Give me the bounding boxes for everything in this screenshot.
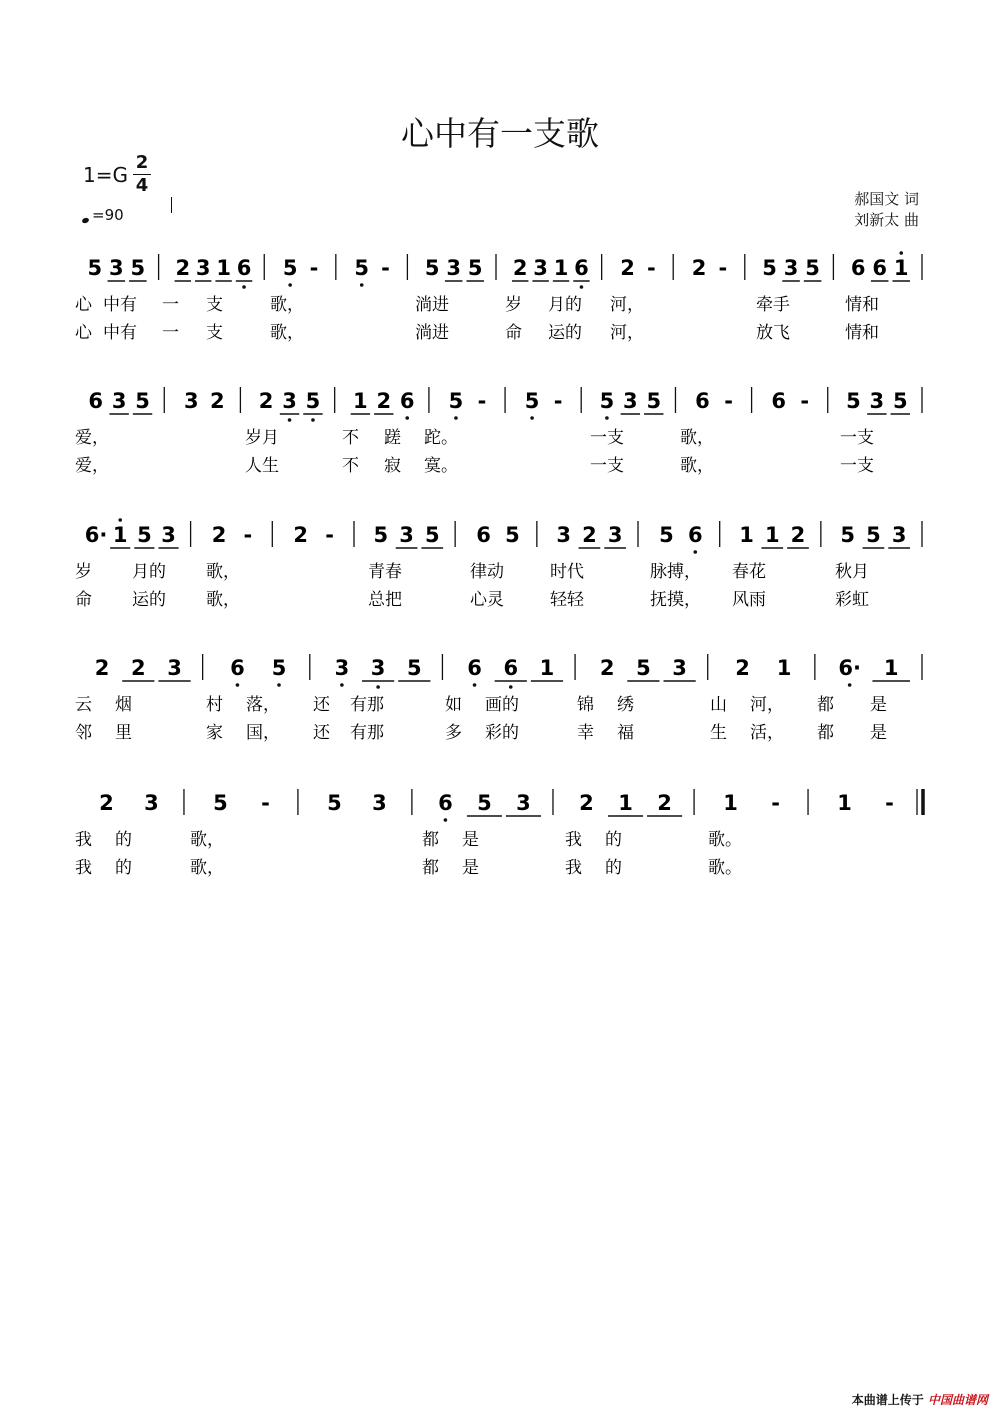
lyric-word: 国， — [246, 723, 280, 743]
time-numerator: 2 — [135, 152, 149, 173]
lyric-word: 河， — [610, 295, 644, 315]
note: 1 — [893, 256, 909, 280]
note: 5 — [846, 389, 861, 413]
note: 3 — [372, 791, 387, 815]
low-octave-dot — [277, 683, 281, 687]
note: 2 — [579, 791, 594, 815]
lyric-word: 云 — [75, 695, 92, 715]
note: 3 — [282, 389, 297, 413]
lyric-word: 还 — [313, 695, 330, 715]
note: 2 — [131, 656, 146, 680]
lyric-word: 一支 — [590, 456, 624, 476]
note: 6 — [399, 389, 415, 413]
lyric-word: 淌进 — [415, 295, 449, 315]
note: 3 — [672, 656, 687, 680]
note: 3 — [533, 256, 548, 280]
lyric-word: 村 — [206, 695, 223, 715]
note: 3 — [334, 656, 350, 680]
lyric-word: 一支 — [590, 428, 624, 448]
note: 3 — [108, 256, 124, 280]
lyric-word: 一支 — [840, 456, 874, 476]
composer-credit: 刘新太 曲 — [854, 211, 919, 229]
note: 6 — [695, 389, 710, 413]
lyric-word: 有那 — [350, 695, 384, 715]
page-title: 心中有一支歌 — [401, 114, 599, 153]
time-denominator: 4 — [135, 175, 149, 196]
lyric-word: 一支 — [840, 428, 874, 448]
note: 5 — [137, 523, 152, 547]
lyric-word: 河， — [750, 695, 784, 715]
note: - — [309, 256, 319, 280]
low-octave-dot — [236, 683, 240, 687]
note: 3 — [446, 256, 462, 280]
lyric-word: 活， — [750, 723, 784, 743]
note: 3 — [111, 389, 127, 413]
note: 3 — [183, 389, 199, 413]
lyric-word: 人生 — [245, 456, 279, 476]
note: 3 — [161, 523, 176, 547]
note: 5 — [805, 256, 820, 280]
lyric-word: 的 — [115, 858, 132, 878]
note: 6 — [236, 256, 252, 280]
lyric-word: 支 — [206, 295, 223, 315]
lyric-word: 抚摸， — [650, 590, 701, 610]
lyric-word: 一 — [162, 295, 179, 315]
low-octave-dot — [509, 685, 513, 689]
low-octave-dot — [580, 285, 584, 289]
note: 5 — [659, 523, 674, 547]
low-octave-dot — [288, 418, 292, 422]
lyric-word: 山 — [710, 695, 727, 715]
note: 2 — [94, 656, 110, 680]
note: 5 — [467, 256, 483, 280]
lyric-word: 幸 — [577, 723, 594, 743]
note: 2 — [512, 256, 528, 280]
note: 5 — [213, 791, 228, 815]
lyric-word: 歌。 — [708, 830, 742, 850]
note: 6 — [771, 389, 786, 413]
lyric-word: 轻轻 — [550, 590, 584, 610]
lyric-word: 歌， — [270, 295, 304, 315]
lyric-word: 蹉 — [384, 428, 401, 448]
low-octave-dot — [288, 283, 292, 287]
site-logo: 中国曲谱网 — [927, 1393, 988, 1407]
note: - — [243, 523, 253, 547]
note: - — [800, 389, 810, 413]
lyric-word: 风雨 — [732, 590, 766, 610]
time-signature — [133, 153, 151, 196]
lyric-word: 生 — [710, 723, 727, 743]
low-octave-dot — [473, 683, 477, 687]
note: 1 — [776, 656, 792, 680]
note: 2 — [376, 389, 392, 413]
note: 3 — [869, 389, 885, 413]
low-octave-dot — [530, 416, 534, 420]
note: 1 — [539, 656, 555, 680]
lyric-word: 都 — [422, 858, 439, 878]
note: - — [646, 256, 656, 280]
lyric-word: 岁月 — [245, 428, 279, 448]
note: 2 — [211, 523, 227, 547]
lyric-word: 中有 — [103, 323, 137, 343]
note: 3 — [556, 523, 572, 547]
note: - — [771, 791, 780, 815]
lyric-word: 心 — [75, 295, 92, 315]
note: 6 — [88, 389, 104, 413]
lyric-word: 淌进 — [415, 323, 449, 343]
note: 5 — [762, 256, 777, 280]
note: 3 — [370, 656, 386, 680]
note: 5 — [524, 389, 540, 413]
note-stem — [171, 197, 172, 213]
note: 2 — [657, 791, 672, 815]
note: 2 — [210, 389, 225, 413]
lyric-word: 福 — [617, 723, 634, 743]
note: 5 — [327, 791, 342, 815]
lyric-word: 我 — [565, 830, 582, 850]
high-octave-dot — [899, 251, 903, 255]
lyric-word: 月的 — [132, 562, 166, 582]
low-octave-dot — [405, 416, 409, 420]
lyric-word: 秋月 — [835, 562, 869, 582]
lyric-word: 月的 — [548, 295, 582, 315]
lyric-word: 的 — [605, 858, 622, 878]
note: 2 — [599, 656, 615, 680]
lyric-word: 是 — [870, 695, 887, 715]
key-signature: 1=G — [83, 163, 128, 187]
lyric-word: 岁 — [75, 562, 92, 582]
low-octave-dot — [360, 283, 364, 287]
lyric-word: 河， — [610, 323, 644, 343]
note: 5 — [424, 523, 440, 547]
low-octave-dot — [376, 685, 380, 689]
lyric-word: 放飞 — [756, 323, 790, 343]
note: 3 — [195, 256, 211, 280]
lyric-word: 画的 — [485, 695, 519, 715]
note: 3 — [623, 389, 638, 413]
note: 5 — [407, 656, 422, 680]
note: 1 — [739, 523, 754, 547]
lyric-word: 青春 — [368, 562, 402, 582]
lyric-word: 多 — [445, 723, 462, 743]
note: 6 — [467, 656, 482, 680]
note: 2 — [258, 389, 274, 413]
note: 2 — [790, 523, 806, 547]
note: - — [724, 389, 733, 413]
lyric-word: 运的 — [548, 323, 582, 343]
lyric-word: 脉搏， — [650, 562, 701, 582]
lyric-word: 中有 — [103, 295, 137, 315]
lyric-word: 是 — [870, 723, 887, 743]
note: - — [885, 791, 894, 815]
lyric-word: 总把 — [368, 590, 402, 610]
lyric-word: 歌， — [680, 428, 714, 448]
note: 5 — [373, 523, 389, 547]
note: 5 — [840, 523, 856, 547]
low-octave-dot — [605, 416, 609, 420]
note: - — [718, 256, 728, 280]
lyric-word: 爱， — [75, 456, 109, 476]
quarter-note-icon — [81, 217, 89, 224]
lyricist-credit: 郝国文 词 — [854, 190, 919, 208]
note: 6 — [438, 791, 453, 815]
note: 1 — [764, 523, 780, 547]
note: 1 — [216, 256, 231, 280]
note: 5 — [646, 389, 662, 413]
low-octave-dot — [311, 418, 315, 422]
note: - — [261, 791, 270, 815]
lyric-word: 有那 — [350, 723, 384, 743]
note: 5 — [636, 656, 651, 680]
note: 5 — [424, 256, 440, 280]
note: 1 — [837, 791, 852, 815]
lyric-word: 支 — [206, 323, 223, 343]
low-octave-dot — [340, 683, 344, 687]
lyric-word: 跎。 — [424, 428, 458, 448]
lyric-word: 不 — [342, 456, 359, 476]
note: 1 — [883, 656, 899, 680]
lyric-word: 的 — [605, 830, 622, 850]
lyric-word: 是 — [462, 858, 479, 878]
note: 3 — [167, 656, 182, 680]
note: 5 — [599, 389, 615, 413]
note: 6 — [850, 256, 866, 280]
note: 5 — [477, 791, 492, 815]
note: 5 — [505, 523, 520, 547]
lyric-word: 寂 — [384, 456, 401, 476]
lyric-word: 牵手 — [756, 295, 790, 315]
note: - — [553, 389, 563, 413]
lyric-word: 都 — [817, 723, 834, 743]
lyric-word: 一 — [162, 323, 179, 343]
note: 5 — [87, 256, 103, 280]
lyric-word: 歌， — [190, 858, 224, 878]
low-octave-dot — [242, 285, 246, 289]
note: 2 — [175, 256, 191, 280]
note: 3 — [516, 791, 531, 815]
lyric-word: 绣 — [617, 695, 634, 715]
lyric-word: 歌， — [206, 590, 240, 610]
lyric-word: 歌， — [270, 323, 304, 343]
note: 5 — [448, 389, 464, 413]
tempo-value: =90 — [92, 206, 124, 224]
lyric-word: 运的 — [132, 590, 166, 610]
lyric-word: 还 — [313, 723, 330, 743]
note: 2 — [691, 256, 707, 280]
footer-credit — [852, 1391, 988, 1408]
note: 5 — [130, 256, 146, 280]
lyric-word: 不 — [342, 428, 359, 448]
note: 3 — [399, 523, 414, 547]
note: - — [325, 523, 334, 547]
lyric-word: 锦 — [577, 695, 594, 715]
lyric-word: 情和 — [845, 323, 879, 343]
note: 5 — [305, 389, 321, 413]
lyric-word: 烟 — [115, 695, 132, 715]
note: 2 — [735, 656, 750, 680]
low-octave-dot — [454, 416, 458, 420]
note: - — [381, 256, 390, 280]
lyric-word: 如 — [445, 695, 462, 715]
note: 6 — [230, 656, 245, 680]
lyric-word: 里 — [115, 723, 132, 743]
lyric-word: 的 — [115, 830, 132, 850]
note: 2 — [293, 523, 309, 547]
note: 1 — [353, 389, 368, 413]
note: 5 — [135, 389, 150, 413]
note: 3 — [783, 256, 799, 280]
note: 6 — [503, 656, 519, 680]
lyric-word: 寞。 — [424, 456, 458, 476]
note: 6 — [872, 256, 888, 280]
note: 1 — [723, 791, 738, 815]
high-octave-dot — [118, 518, 122, 522]
note: 3 — [891, 523, 907, 547]
lyric-word: 邻 — [75, 723, 92, 743]
low-octave-dot — [693, 550, 697, 554]
lyric-word: 我 — [565, 858, 582, 878]
note: 5 — [271, 656, 287, 680]
lyric-word: 时代 — [550, 562, 584, 582]
lyric-word: 落， — [246, 695, 280, 715]
note: 6 — [476, 523, 491, 547]
lyric-word: 都 — [817, 695, 834, 715]
note: 6· — [838, 656, 861, 680]
note: 2 — [582, 523, 597, 547]
lyric-word: 岁 — [505, 295, 522, 315]
note: 5 — [892, 389, 908, 413]
note: 5 — [354, 256, 370, 280]
note: 3 — [144, 791, 159, 815]
note: 2 — [620, 256, 635, 280]
note: 6· — [84, 523, 108, 547]
footer-text: 本曲谱上传于 — [851, 1393, 924, 1407]
lyric-word: 歌， — [190, 830, 224, 850]
lyric-word: 彩的 — [485, 723, 519, 743]
note: 6 — [574, 256, 589, 280]
lyric-word: 家 — [206, 723, 223, 743]
lyric-word: 春花 — [732, 562, 766, 582]
lyric-word: 歌， — [680, 456, 714, 476]
low-octave-dot — [444, 818, 448, 822]
lyric-word: 情和 — [845, 295, 879, 315]
note: 5 — [282, 256, 298, 280]
note: 1 — [112, 523, 128, 547]
low-octave-dot — [848, 683, 852, 687]
note: - — [477, 389, 487, 413]
lyric-word: 我 — [75, 858, 92, 878]
note: 1 — [553, 256, 569, 280]
lyric-word: 都 — [422, 830, 439, 850]
note: 3 — [607, 523, 623, 547]
tempo-marking — [82, 206, 124, 224]
lyric-word: 歌。 — [708, 858, 742, 878]
lyric-word: 命 — [505, 323, 522, 343]
lyric-word: 我 — [75, 830, 92, 850]
lyric-word: 心 — [75, 323, 92, 343]
lyric-word: 是 — [462, 830, 479, 850]
note: 1 — [618, 791, 633, 815]
note: 2 — [99, 791, 114, 815]
lyric-word: 歌， — [206, 562, 240, 582]
lyric-word: 彩虹 — [835, 590, 869, 610]
lyric-word: 律动 — [470, 562, 504, 582]
note: 5 — [866, 523, 881, 547]
lyric-word: 爱， — [75, 428, 109, 448]
note: 6 — [687, 523, 703, 547]
lyric-word: 命 — [75, 590, 92, 610]
lyric-word: 心灵 — [470, 590, 504, 610]
